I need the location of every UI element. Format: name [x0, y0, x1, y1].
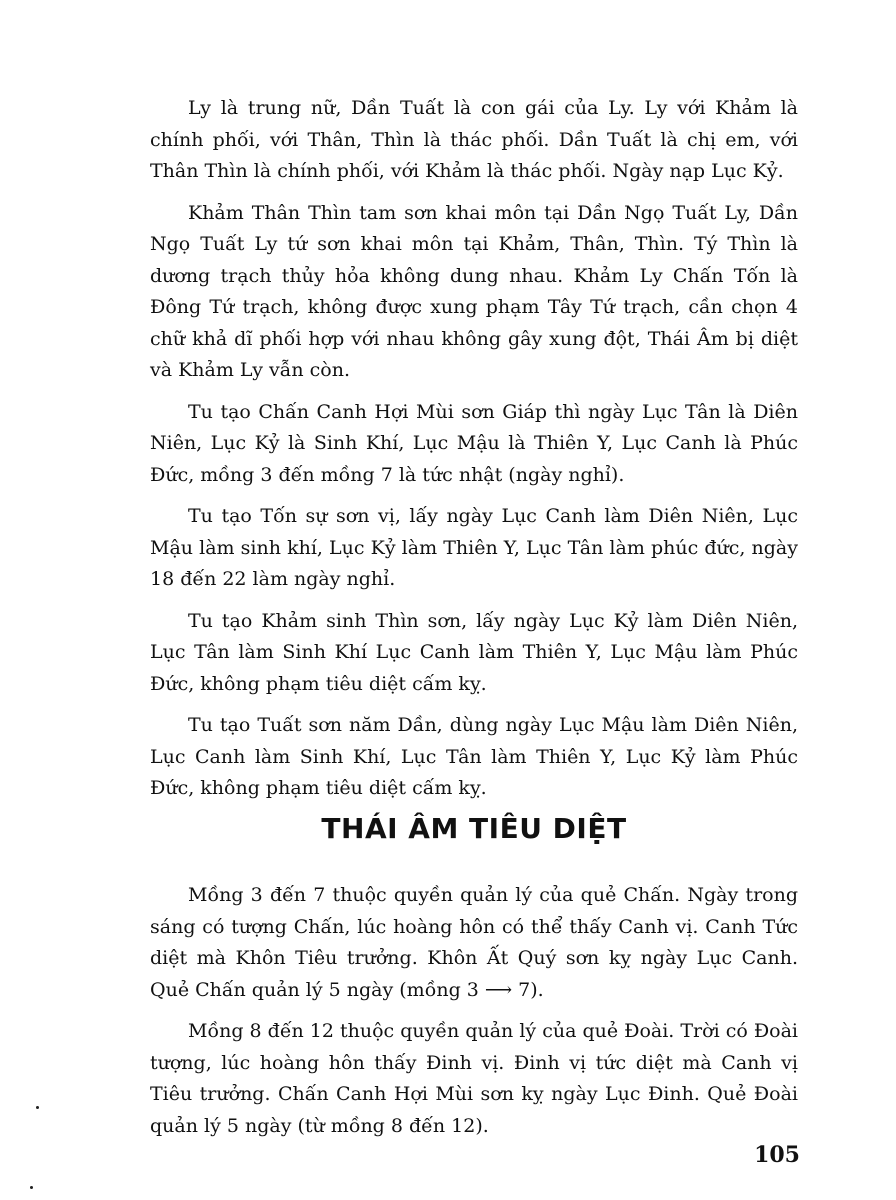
paragraph: Khảm Thân Thìn tam sơn khai môn tại Dần Ngọ Tuất Ly, Dần Ngọ Tuất Ly tứ sơn khai môn tại Khảm, Thân, Thìn. Tý Thìn là dương trạch thủy hỏa không dung nhau. Khảm Ly Chấn Tốn là Đông Tứ trạch, không được xung phạm Tây Tứ trạch, cần chọn 4 chữ khả dĩ phối hợp với nhau không gây xung đột, Thái Âm bị diệt và Khảm Ly vẫn còn.: [150, 201, 798, 381]
paragraph: Tu tạo Tốn sự sơn vị, lấy ngày Lục Canh làm Diên Niên, Lục Mậu làm sinh khí, Lục Kỷ làm Thiên Y, Lục Tân làm phúc đức, ngày 18 đến 22 làm ngày nghỉ.: [150, 505, 798, 590]
page-number: 105: [754, 1142, 800, 1168]
bottom-text-block: [150, 880, 798, 1142]
top-text-block: [150, 93, 798, 805]
paragraph: Mồng 3 đến 7 thuộc quyền quản lý của quẻ Chấn. Ngày trong sáng có tượng Chấn, lúc hoàng hôn có thể thấy Canh vị. Canh Tức diệt mà Khôn Tiêu trưởng. Khôn Ất Quý sơn kỵ ngày Lục Canh. Quẻ Chấn quản lý 5 ngày (mồng 3 ⟶ 7).: [150, 884, 798, 1001]
scan-speck: [36, 1106, 39, 1109]
paragraph: Tu tạo Khảm sinh Thìn sơn, lấy ngày Lục Kỷ làm Diên Niên, Lục Tân làm Sinh Khí Lục Canh làm Thiên Y, Lục Mậu làm Phúc Đức, không phạm tiêu diệt cấm kỵ.: [150, 609, 798, 695]
paragraph: Tu tạo Chấn Canh Hợi Mùi sơn Giáp thì ngày Lục Tân là Diên Niên, Lục Kỷ là Sinh Khí, Lục Mậu là Thiên Y, Lục Canh là Phúc Đức, mồng 3 đến mồng 7 là tức nhật (ngày nghỉ).: [150, 400, 798, 486]
section-heading: THÁI ÂM TIÊU DIỆT: [321, 812, 627, 845]
paragraph: Tu tạo Tuất sơn năm Dần, dùng ngày Lục Mậu làm Diên Niên, Lục Canh làm Sinh Khí, Lục Tân làm Thiên Y, Lục Kỷ làm Phúc Đức, không phạm tiêu diệt cấm kỵ.: [150, 714, 798, 799]
paragraph: Ly là trung nữ, Dần Tuất là con gái của Ly. Ly với Khảm là chính phối, với Thân, Thìn là thác phối. Dần Tuất là chị em, với Thân Thìn là chính phối, với Khảm là thác phối. Ngày nạp Lục Kỷ.: [150, 97, 798, 182]
paragraph: Mồng 8 đến 12 thuộc quyền quản lý của quẻ Đoài. Trời có Đoài tượng, lúc hoàng hôn thấy Đinh vị. Đinh vị tức diệt mà Canh vị Tiêu trưởng. Chấn Canh Hợi Mùi sơn kỵ ngày Lục Đinh. Quẻ Đoài quản lý 5 ngày (từ mồng 8 đến 12).: [150, 1020, 798, 1137]
scan-speck: [30, 1186, 33, 1189]
